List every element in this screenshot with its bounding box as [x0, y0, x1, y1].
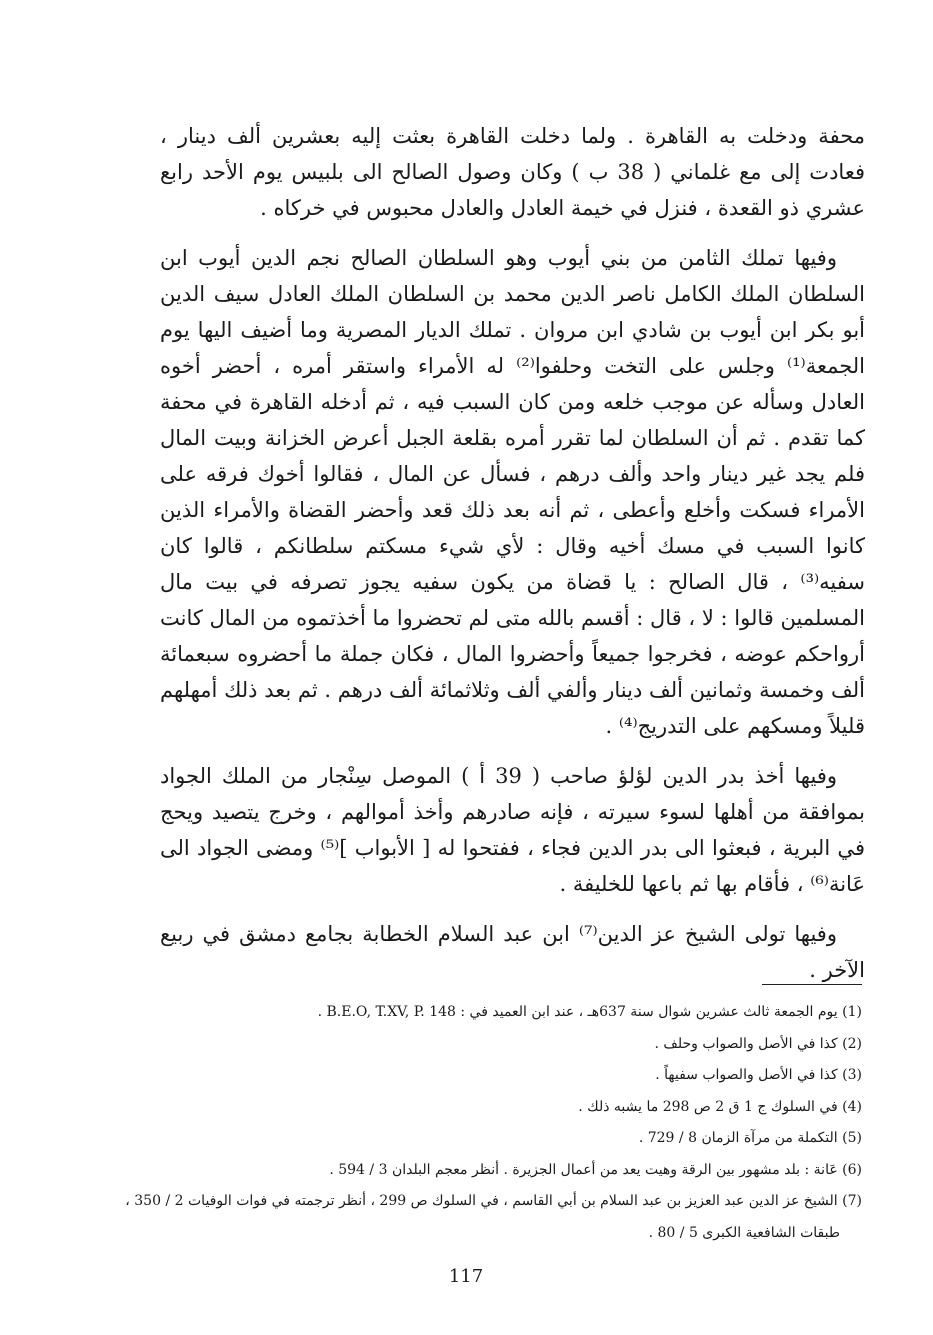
footnotes [125, 997, 862, 1249]
paragraph: وفيها تولى الشيخ عز الدين⁽⁷⁾ ابن عبد السلام الخطابة بجامع دمشق في ربيع الآخر . [160, 922, 865, 982]
paragraph: وفيها أخذ بدر الدين لؤلؤ صاحب ( 39 أ ) الموصل سِنْجار من الملك الجواد بموافقة من أهلها لسوء سيرته ، فإنه صادرهم وأخذ أموالهم ، وخرج يتصيد ويحج في البرية ، فبعثوا الى بدر الدين فجاء ، ففتحوا له [ الأبواب ]⁽⁵⁾ ومضى الجواد الى عَانة⁽⁶⁾ ، فأقام بها ثم باعها للخليفة . [160, 764, 865, 896]
page-number: 117 [448, 1266, 484, 1287]
footnote-continuation: طبقات الشافعية الكبرى 5 / 80 . [648, 1224, 840, 1241]
footnote: (7) الشيخ عز الدين عبد العزيز بن عبد السلام بن أبي القاسم ، في السلوك ص 299 ، أنظر ترجمته في فوات الوفيات 2 / 350 ، [125, 1193, 862, 1209]
footnote: (2) كذا في الأصل والصواب وحلف . [654, 1035, 862, 1052]
footnote: (4) في السلوك ج 1 ق 2 ص 298 ما يشبه ذلك . [578, 1098, 862, 1115]
footnote-divider [762, 984, 862, 985]
footnote: (3) كذا في الأصل والصواب سفيهاً . [655, 1067, 862, 1083]
footnote: (5) التكملة من مرآة الزمان 8 / 729 . [638, 1130, 862, 1146]
main-text [160, 118, 865, 1002]
paragraph: وفيها تملك الثامن من بني أيوب وهو السلطان الصالح نجم الدين أيوب ابن السلطان الملك الكامل ناصر الدين محمد بن السلطان الملك العادل سيف الدين أبو بكر ابن أيوب بن شادي ابن مروان . تملك الديار المصرية وما أضيف اليها يوم الجمعة⁽¹⁾ وجلس على التخت وحلفوا⁽²⁾ له الأمراء واستقر أمره ، أحضر أخوه العادل وسأله عن موجب خلعه ومن كان السبب فيه ، ثم أدخله القاهرة في محفة كما تقدم . ثم أن السلطان لما تقرر أمره بقلعة الجبل أعرض الخزانة وبيت المال فلم يجد غير دينار واحد وألف درهم ، فسأل عن المال ، فقالوا أخوك فرقه على الأمراء فسكت وأخلع وأعطى ، ثم أنه بعد ذلك قعد وأحضر القضاة والأمراء الذين كانوا السبب في مسك أخيه وقال : لأي شيء مسكتم سلطانكم ، قالوا كان سفيه⁽³⁾ ، قال الصالح : يا قضاة من يكون سفيه يجوز تصرفه في بيت مال المسلمين قالوا : لا ، قال : أقسم بالله متى لم تحضروا ما أخذتموه من المال كانت أرواحكم عوضه ، فخرجوا جميعاً وأحضروا المال ، فكان جملة ما أحضروه سبعمائة ألف وخمسة وثمانين ألف دينار وألفي ألف وثلاثمائة ألف درهم . ثم بعد ذلك أمهلهم قليلاً ومسكهم على التدريج⁽⁴⁾ . [160, 246, 866, 738]
footnote: (1) يوم الجمعة ثالث عشرين شوال سنة 637هـ ، عند ابن العميد في : B.E.O, T.XV, P. 148 . [317, 1004, 862, 1020]
footnote: (6) عَانة : بلد مشهور بين الرقة وهيت يعد من أعمال الجزيرة . أنظر معجم البلدان 3 / 594 . [329, 1161, 862, 1178]
paragraph: محفة ودخلت به القاهرة . ولما دخلت القاهرة بعثت إليه بعشرين ألف دينار ، فعادت إلى مع غلماني ( 38 ب ) وكان وصول الصالح الى بلبيس يوم الأحد رابع عشري ذو القعدة ، فنزل في خيمة العادل والعادل محبوس في خركاه . [160, 124, 865, 220]
